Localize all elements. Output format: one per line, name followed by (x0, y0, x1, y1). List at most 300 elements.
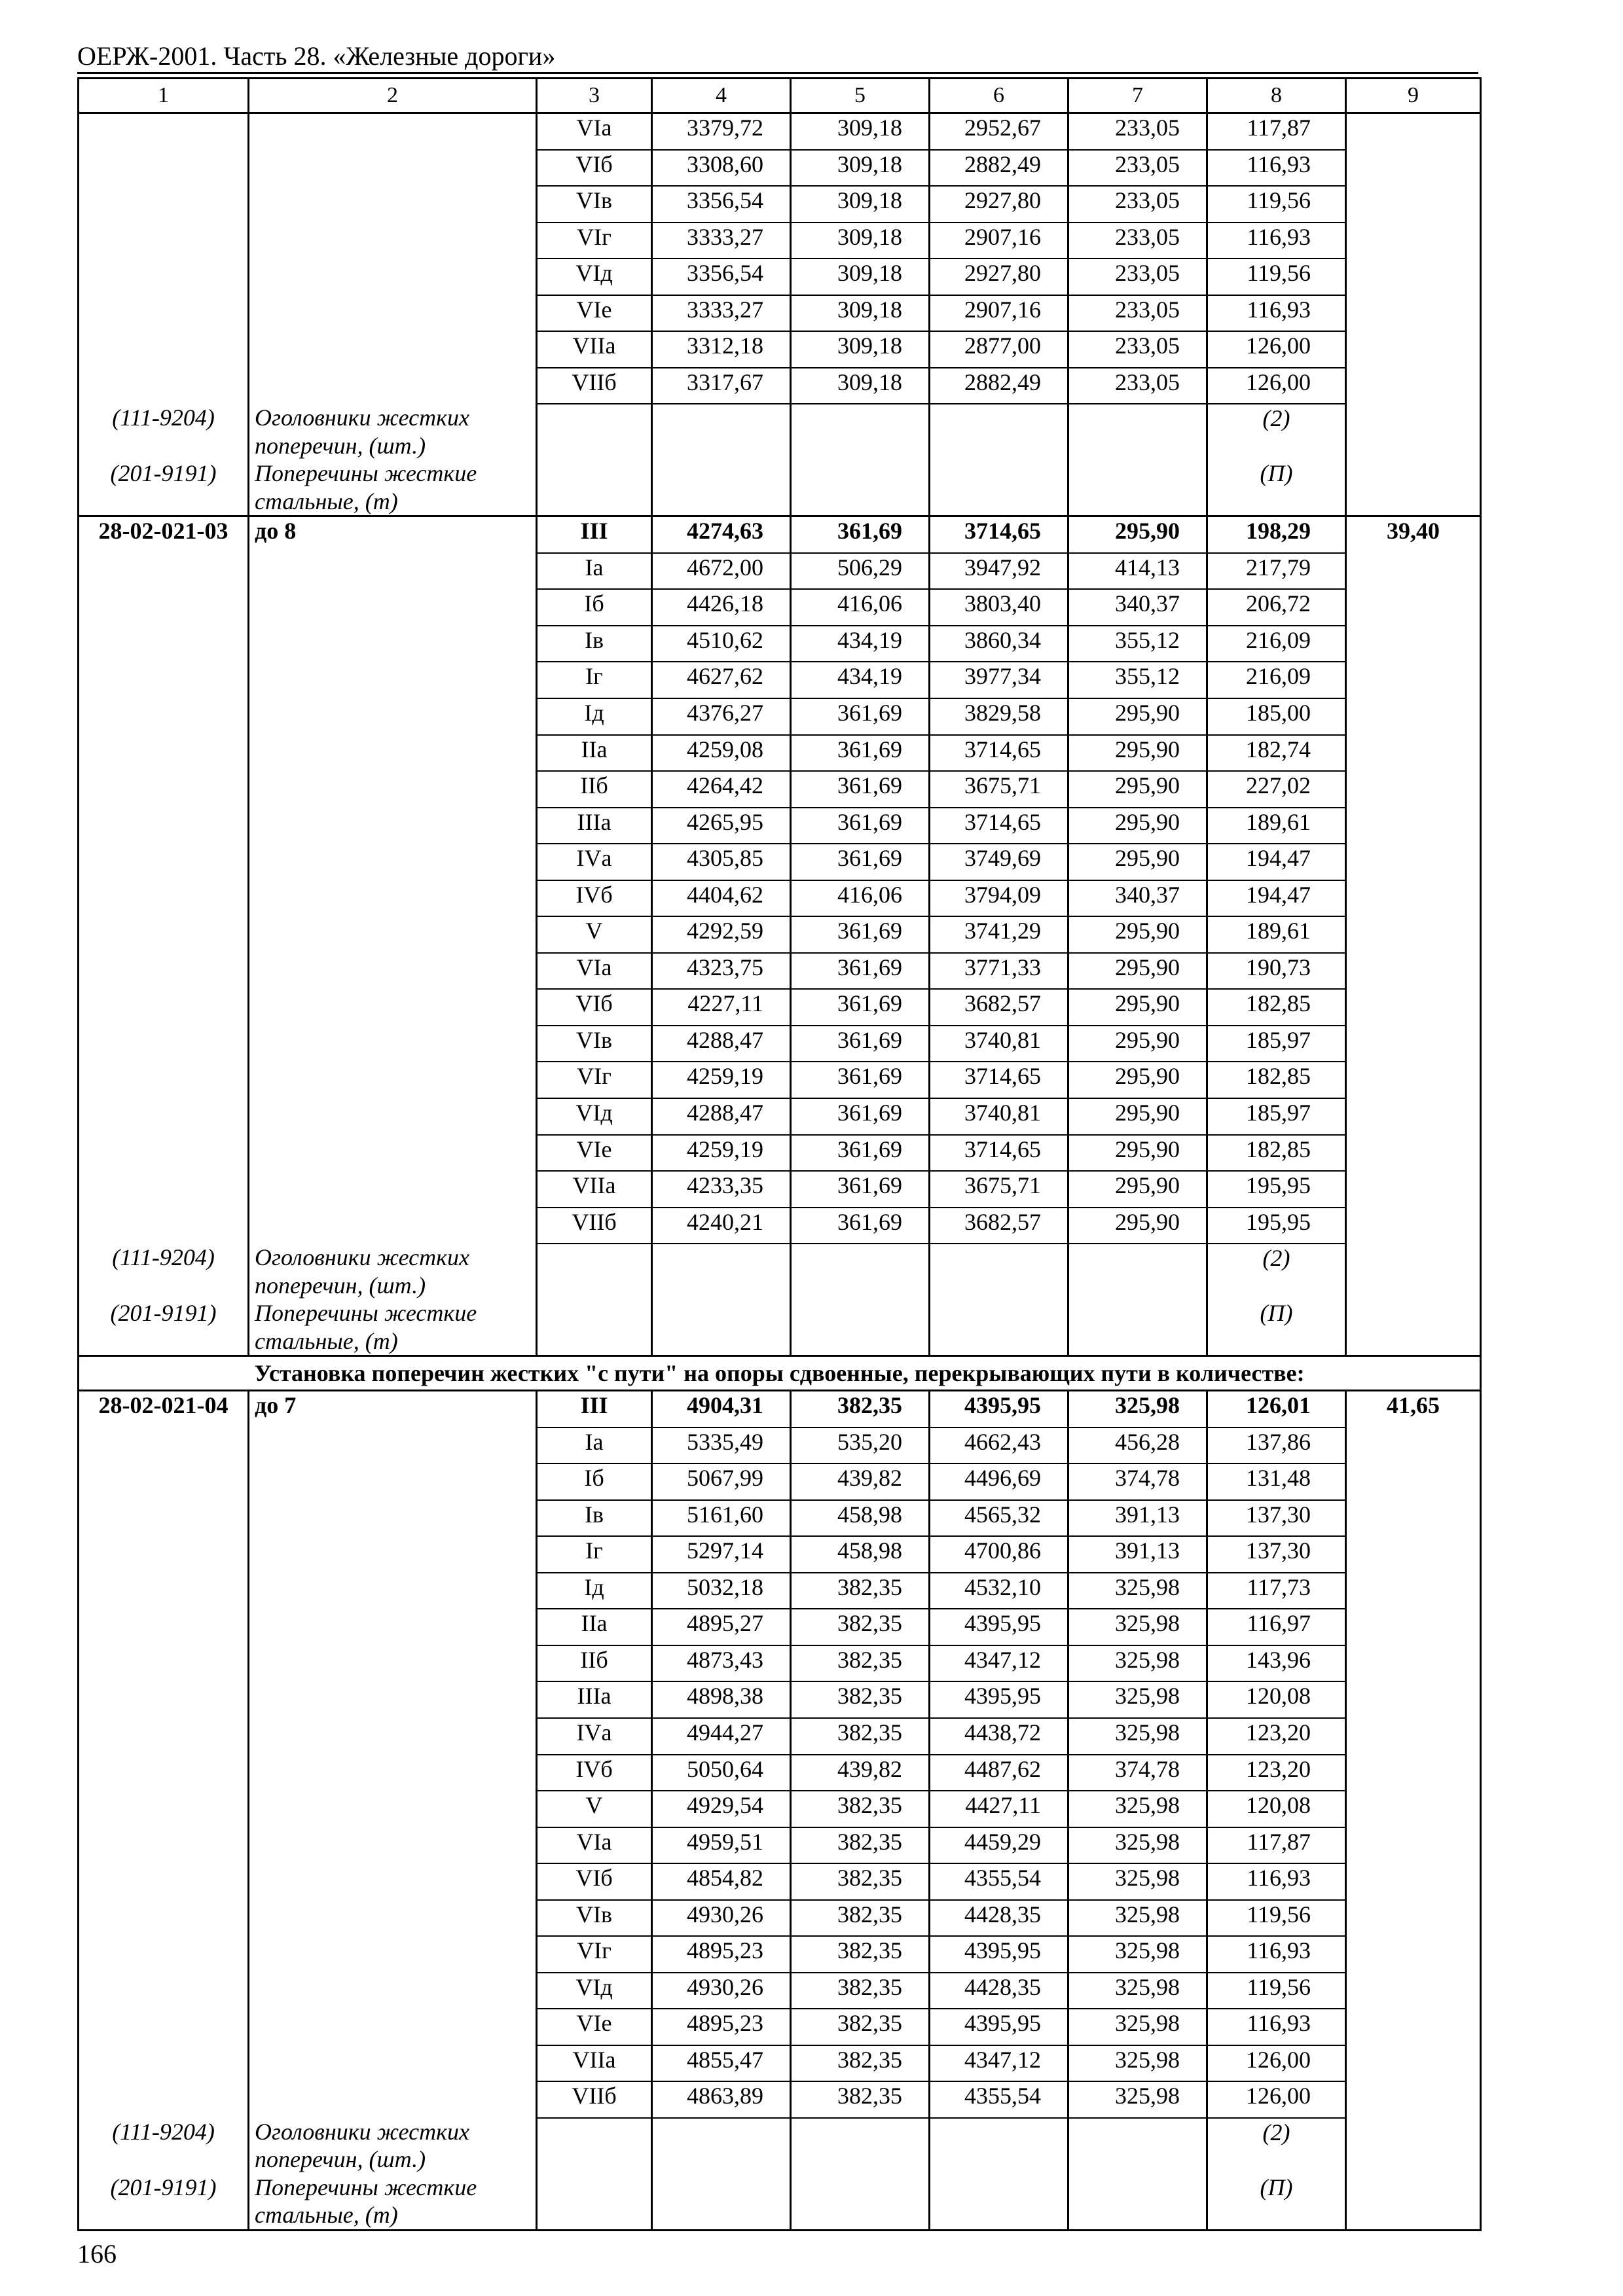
empty-cell (249, 1681, 537, 1718)
empty-cell (930, 1244, 1068, 1299)
cell-machinist-wages: 340,37 (1068, 880, 1207, 917)
cell-machine-operation: 4395,95 (930, 1391, 1068, 1427)
cell-machine-operation: 3977,34 (930, 662, 1068, 698)
page-number: 166 (77, 2239, 117, 2269)
resource-value: (П) (1207, 2174, 1346, 2230)
cell-labor-wages: 309,18 (791, 368, 930, 404)
table-row (79, 1026, 1481, 1062)
cell-labor-wages: 361,69 (791, 735, 930, 772)
column-number: 4 (652, 79, 791, 113)
table-row (79, 880, 1481, 917)
empty-cell (791, 2174, 930, 2230)
cell-labor-wages: 382,35 (791, 1573, 930, 1609)
cell-materials: 117,73 (1207, 1573, 1346, 1609)
resource-value: (П) (1207, 1299, 1346, 1355)
labor-cost: 41,65 (1346, 1391, 1481, 1427)
cell-machinist-wages: 295,90 (1068, 1062, 1207, 1098)
empty-cell (79, 735, 249, 772)
table-row (79, 916, 1481, 953)
empty-cell (249, 1863, 537, 1900)
cell-rate-category: VIд (537, 1973, 652, 2009)
cell-labor-wages: 309,18 (791, 186, 930, 223)
cell-machinist-wages: 295,90 (1068, 808, 1207, 844)
cell-rate-category: VIб (537, 150, 652, 187)
empty-cell (930, 2118, 1068, 2174)
cell-labor-wages: 382,35 (791, 2009, 930, 2045)
cell-materials: 116,97 (1207, 1609, 1346, 1645)
cell-rate-category: VIIа (537, 331, 652, 368)
empty-cell (1346, 2118, 1481, 2174)
cell-machinist-wages: 233,05 (1068, 259, 1207, 295)
cell-materials: 137,86 (1207, 1427, 1346, 1464)
empty-cell (249, 1718, 537, 1755)
cell-labor-wages: 309,18 (791, 113, 930, 150)
cell-labor-wages: 361,69 (791, 1208, 930, 1244)
empty-cell (249, 1609, 537, 1645)
empty-cell (1346, 1609, 1481, 1645)
cell-materials: 143,96 (1207, 1645, 1346, 1682)
empty-cell (79, 1573, 249, 1609)
empty-cell (79, 844, 249, 880)
cell-machine-operation: 3682,57 (930, 989, 1068, 1026)
empty-cell (249, 1062, 537, 1098)
empty-cell (79, 2081, 249, 2118)
cell-labor-wages: 382,35 (791, 2045, 930, 2082)
resource-value: (2) (1207, 1244, 1346, 1299)
cell-machinist-wages: 295,90 (1068, 1026, 1207, 1062)
cell-machinist-wages: 374,78 (1068, 1463, 1207, 1500)
cell-machine-operation: 3675,71 (930, 771, 1068, 808)
cell-materials: 120,08 (1207, 1681, 1346, 1718)
empty-cell (1346, 953, 1481, 990)
cell-machine-operation: 4427,11 (930, 1791, 1068, 1827)
table-row (79, 1463, 1481, 1500)
empty-cell (791, 459, 930, 516)
table-row (79, 953, 1481, 990)
cell-direct-costs: 4323,75 (652, 953, 791, 990)
cell-direct-costs: 4510,62 (652, 626, 791, 662)
resource-row (79, 1299, 1481, 1355)
empty-cell (1346, 1645, 1481, 1682)
empty-cell (79, 916, 249, 953)
empty-cell (249, 1573, 537, 1609)
empty-cell (652, 2118, 791, 2174)
cell-labor-wages: 535,20 (791, 1427, 930, 1464)
cell-rate-category: III (537, 516, 652, 553)
cell-rate-category: VIг (537, 223, 652, 259)
table-row (79, 2009, 1481, 2045)
cell-machinist-wages: 325,98 (1068, 1718, 1207, 1755)
cell-materials: 194,47 (1207, 844, 1346, 880)
cell-machine-operation: 4662,43 (930, 1427, 1068, 1464)
table-row (79, 368, 1481, 404)
cell-machine-operation: 3749,69 (930, 844, 1068, 880)
empty-cell (537, 459, 652, 516)
cell-rate-category: Iа (537, 553, 652, 590)
empty-cell (249, 331, 537, 368)
cell-direct-costs: 3333,27 (652, 223, 791, 259)
empty-cell (1346, 2081, 1481, 2118)
cell-direct-costs: 5161,60 (652, 1500, 791, 1537)
empty-cell (249, 880, 537, 917)
empty-cell (1346, 662, 1481, 698)
cell-materials: 131,48 (1207, 1463, 1346, 1500)
cell-rate-category: Iг (537, 662, 652, 698)
resource-name: Поперечины жесткие стальные, (т) (249, 459, 537, 516)
cell-materials: 206,72 (1207, 589, 1346, 626)
cell-rate-category: VIб (537, 989, 652, 1026)
resource-row (79, 459, 1481, 516)
cell-machinist-wages: 325,98 (1068, 2045, 1207, 2082)
cell-direct-costs: 4292,59 (652, 916, 791, 953)
cell-rate-category: VIа (537, 1827, 652, 1864)
empty-cell (249, 1827, 537, 1864)
column-number: 8 (1207, 79, 1346, 113)
empty-cell (79, 1062, 249, 1098)
cell-rate-category: IVб (537, 1755, 652, 1791)
empty-cell (79, 1026, 249, 1062)
cell-rate-category: Iб (537, 1463, 652, 1500)
empty-cell (79, 808, 249, 844)
cell-machinist-wages: 340,37 (1068, 589, 1207, 626)
cell-machinist-wages: 295,90 (1068, 1208, 1207, 1244)
empty-cell (652, 2174, 791, 2230)
empty-cell (79, 1208, 249, 1244)
empty-cell (1346, 771, 1481, 808)
empty-cell (1346, 1208, 1481, 1244)
table-row (79, 1609, 1481, 1645)
cell-machinist-wages: 325,98 (1068, 1791, 1207, 1827)
cell-labor-wages: 439,82 (791, 1463, 930, 1500)
cell-machinist-wages: 325,98 (1068, 1573, 1207, 1609)
empty-cell (1346, 1973, 1481, 2009)
empty-cell (79, 150, 249, 187)
cell-direct-costs: 5335,49 (652, 1427, 791, 1464)
table-row (79, 589, 1481, 626)
cell-direct-costs: 4930,26 (652, 1973, 791, 2009)
table-row (79, 1573, 1481, 1609)
cell-labor-wages: 361,69 (791, 1026, 930, 1062)
empty-cell (79, 259, 249, 295)
empty-cell (79, 1609, 249, 1645)
cell-rate-category: VIIб (537, 2081, 652, 2118)
empty-cell (249, 1208, 537, 1244)
table-row (79, 1936, 1481, 1973)
empty-cell (1346, 626, 1481, 662)
cell-direct-costs: 3333,27 (652, 295, 791, 332)
cell-materials: 116,93 (1207, 295, 1346, 332)
resource-name: Поперечины жесткие стальные, (т) (249, 1299, 537, 1355)
cell-direct-costs: 4233,35 (652, 1171, 791, 1208)
resource-code: (201-9191) (79, 1299, 249, 1355)
empty-cell (249, 1135, 537, 1172)
empty-cell (79, 223, 249, 259)
cell-direct-costs: 5297,14 (652, 1536, 791, 1573)
empty-cell (1346, 844, 1481, 880)
cell-machine-operation: 4395,95 (930, 1681, 1068, 1718)
cell-direct-costs: 5032,18 (652, 1573, 791, 1609)
empty-cell (1346, 808, 1481, 844)
cell-materials: 185,97 (1207, 1098, 1346, 1135)
cell-rate-category: Iд (537, 1573, 652, 1609)
empty-cell (930, 2174, 1068, 2230)
cell-rate-category: V (537, 916, 652, 953)
empty-cell (249, 735, 537, 772)
cell-direct-costs: 3379,72 (652, 113, 791, 150)
empty-cell (1346, 989, 1481, 1026)
cell-machine-operation: 4428,35 (930, 1900, 1068, 1937)
cell-rate-category: IVа (537, 1718, 652, 1755)
cell-machinist-wages: 325,98 (1068, 1863, 1207, 1900)
cell-labor-wages: 361,69 (791, 1135, 930, 1172)
cell-direct-costs: 4264,42 (652, 771, 791, 808)
empty-cell (249, 186, 537, 223)
cell-direct-costs: 3312,18 (652, 331, 791, 368)
empty-cell (537, 2118, 652, 2174)
cell-labor-wages: 382,35 (791, 1936, 930, 1973)
empty-cell (79, 1863, 249, 1900)
empty-cell (1346, 2174, 1481, 2230)
cell-rate-category: VIд (537, 1098, 652, 1135)
column-number: 9 (1346, 79, 1481, 113)
empty-cell (537, 1244, 652, 1299)
empty-cell (79, 880, 249, 917)
cell-machinist-wages: 325,98 (1068, 1900, 1207, 1937)
empty-cell (79, 553, 249, 590)
cell-materials: 116,93 (1207, 150, 1346, 187)
empty-cell (1346, 916, 1481, 953)
cell-machine-operation: 4428,35 (930, 1973, 1068, 2009)
table-row (79, 1718, 1481, 1755)
cell-direct-costs: 5050,64 (652, 1755, 791, 1791)
cell-labor-wages: 361,69 (791, 698, 930, 735)
cell-materials: 116,93 (1207, 2009, 1346, 2045)
cell-rate-category: V (537, 1791, 652, 1827)
empty-cell (249, 1500, 537, 1537)
cell-materials: 123,20 (1207, 1755, 1346, 1791)
cell-materials: 217,79 (1207, 553, 1346, 590)
cell-direct-costs: 4898,38 (652, 1681, 791, 1718)
table-row (79, 1062, 1481, 1098)
cell-rate-category: Iб (537, 589, 652, 626)
cell-machinist-wages: 295,90 (1068, 1171, 1207, 1208)
empty-cell (791, 2118, 930, 2174)
empty-cell (249, 2009, 537, 2045)
cell-machine-operation: 4700,86 (930, 1536, 1068, 1573)
empty-cell (249, 1755, 537, 1791)
table-row (79, 150, 1481, 187)
empty-cell (249, 1171, 537, 1208)
empty-cell (79, 2009, 249, 2045)
table-row (79, 1755, 1481, 1791)
cell-machinist-wages: 355,12 (1068, 626, 1207, 662)
cell-labor-wages: 309,18 (791, 331, 930, 368)
empty-cell (249, 808, 537, 844)
empty-cell (249, 953, 537, 990)
cell-rate-category: IVа (537, 844, 652, 880)
cell-labor-wages: 382,35 (791, 2081, 930, 2118)
cell-machinist-wages: 391,13 (1068, 1536, 1207, 1573)
empty-cell (79, 1791, 249, 1827)
resource-name: Оголовники жестких поперечин, (шт.) (249, 1244, 537, 1299)
cell-materials: 182,74 (1207, 735, 1346, 772)
cell-machine-operation: 4347,12 (930, 2045, 1068, 2082)
empty-cell (249, 916, 537, 953)
cell-labor-wages: 309,18 (791, 259, 930, 295)
header-rule (77, 72, 1478, 74)
empty-cell (1346, 1427, 1481, 1464)
empty-cell (79, 1755, 249, 1791)
rate-description: до 7 (249, 1391, 537, 1427)
table-row (79, 553, 1481, 590)
cell-materials: 117,87 (1207, 1827, 1346, 1864)
cell-machinist-wages: 325,98 (1068, 2009, 1207, 2045)
table-row (79, 295, 1481, 332)
rate-code: 28-02-021-03 (79, 516, 249, 553)
cell-labor-wages: 506,29 (791, 553, 930, 590)
cell-machinist-wages: 295,90 (1068, 1098, 1207, 1135)
cell-rate-category: VIв (537, 1900, 652, 1937)
cell-direct-costs: 4265,95 (652, 808, 791, 844)
rate-total-row (79, 1391, 1481, 1427)
cell-materials: 182,85 (1207, 1135, 1346, 1172)
cell-machinist-wages: 295,90 (1068, 916, 1207, 953)
cell-direct-costs: 4288,47 (652, 1098, 791, 1135)
cell-materials: 216,09 (1207, 662, 1346, 698)
cell-labor-wages: 309,18 (791, 295, 930, 332)
cell-direct-costs: 3356,54 (652, 259, 791, 295)
table-row (79, 2081, 1481, 2118)
empty-cell (1346, 1135, 1481, 1172)
cell-direct-costs: 5067,99 (652, 1463, 791, 1500)
cell-machine-operation: 4355,54 (930, 1863, 1068, 1900)
cell-machine-operation: 3714,65 (930, 1062, 1068, 1098)
cell-direct-costs: 4426,18 (652, 589, 791, 626)
cell-direct-costs: 3317,67 (652, 368, 791, 404)
cell-materials: 195,95 (1207, 1208, 1346, 1244)
empty-cell (1346, 1299, 1481, 1355)
empty-cell (79, 989, 249, 1026)
empty-cell (249, 771, 537, 808)
cell-materials: 137,30 (1207, 1536, 1346, 1573)
empty-cell (79, 1645, 249, 1682)
cell-machine-operation: 3714,65 (930, 1135, 1068, 1172)
cell-machine-operation: 4438,72 (930, 1718, 1068, 1755)
empty-cell (1068, 1244, 1207, 1299)
table-row (79, 1098, 1481, 1135)
cell-machine-operation: 3714,65 (930, 808, 1068, 844)
empty-cell (1346, 459, 1481, 516)
cell-direct-costs: 4895,23 (652, 2009, 791, 2045)
cell-labor-wages: 382,35 (791, 1900, 930, 1937)
empty-cell (1346, 295, 1481, 332)
cell-machine-operation: 4532,10 (930, 1573, 1068, 1609)
empty-cell (1346, 1536, 1481, 1573)
cell-materials: 185,97 (1207, 1026, 1346, 1062)
table-row (79, 844, 1481, 880)
empty-cell (1346, 1573, 1481, 1609)
cell-machine-operation: 3682,57 (930, 1208, 1068, 1244)
cell-labor-wages: 361,69 (791, 1171, 930, 1208)
cell-rate-category: Iв (537, 626, 652, 662)
rate-total-row (79, 516, 1481, 553)
table-row (79, 1681, 1481, 1718)
cell-machine-operation: 4347,12 (930, 1645, 1068, 1682)
empty-cell (1346, 1244, 1481, 1299)
empty-cell (79, 1718, 249, 1755)
empty-cell (79, 186, 249, 223)
cell-rate-category: Iг (537, 1536, 652, 1573)
cell-direct-costs: 4873,43 (652, 1645, 791, 1682)
cell-rate-category: VIе (537, 295, 652, 332)
cell-labor-wages: 382,35 (791, 1827, 930, 1864)
cell-machinist-wages: 295,90 (1068, 989, 1207, 1026)
cell-materials: 195,95 (1207, 1171, 1346, 1208)
column-number: 5 (791, 79, 930, 113)
empty-cell (1346, 735, 1481, 772)
cell-machine-operation: 2927,80 (930, 186, 1068, 223)
empty-cell (249, 626, 537, 662)
cell-materials: 194,47 (1207, 880, 1346, 917)
empty-cell (1346, 1098, 1481, 1135)
cell-materials: 119,56 (1207, 1900, 1346, 1937)
cell-labor-wages: 361,69 (791, 1062, 930, 1098)
empty-cell (930, 1299, 1068, 1355)
cell-direct-costs: 4930,26 (652, 1900, 791, 1937)
cell-machinist-wages: 233,05 (1068, 368, 1207, 404)
table-row (79, 1973, 1481, 2009)
labor-cost: 39,40 (1346, 516, 1481, 553)
cell-machine-operation: 4395,95 (930, 1609, 1068, 1645)
cell-direct-costs: 3356,54 (652, 186, 791, 223)
cell-direct-costs: 4274,63 (652, 516, 791, 553)
empty-cell (1346, 259, 1481, 295)
cell-direct-costs: 4929,54 (652, 1791, 791, 1827)
empty-cell (652, 459, 791, 516)
empty-cell (652, 1244, 791, 1299)
empty-cell (1346, 368, 1481, 404)
cell-machinist-wages: 456,28 (1068, 1427, 1207, 1464)
empty-cell (1346, 1062, 1481, 1098)
column-number: 1 (79, 79, 249, 113)
cell-machinist-wages: 355,12 (1068, 662, 1207, 698)
cell-materials: 198,29 (1207, 516, 1346, 553)
cell-machinist-wages: 295,90 (1068, 844, 1207, 880)
cell-labor-wages: 361,69 (791, 953, 930, 990)
cell-labor-wages: 382,35 (791, 1645, 930, 1682)
cell-labor-wages: 361,69 (791, 771, 930, 808)
resource-row (79, 2174, 1481, 2230)
column-number: 7 (1068, 79, 1207, 113)
table-row (79, 662, 1481, 698)
resource-name: Поперечины жесткие стальные, (т) (249, 2174, 537, 2230)
cell-machinist-wages: 233,05 (1068, 295, 1207, 332)
cell-machinist-wages: 325,98 (1068, 1973, 1207, 2009)
cell-labor-wages: 361,69 (791, 916, 930, 953)
table-row (79, 1135, 1481, 1172)
cell-direct-costs: 4895,23 (652, 1936, 791, 1973)
cell-rate-category: IIIа (537, 808, 652, 844)
table-row (79, 1900, 1481, 1937)
empty-cell (79, 953, 249, 990)
cell-machine-operation: 2952,67 (930, 113, 1068, 150)
cell-rate-category: III (537, 1391, 652, 1427)
cell-machine-operation: 2882,49 (930, 150, 1068, 187)
table-row (79, 1645, 1481, 1682)
cell-labor-wages: 361,69 (791, 844, 930, 880)
cell-machinist-wages: 295,90 (1068, 735, 1207, 772)
empty-cell (1346, 1026, 1481, 1062)
